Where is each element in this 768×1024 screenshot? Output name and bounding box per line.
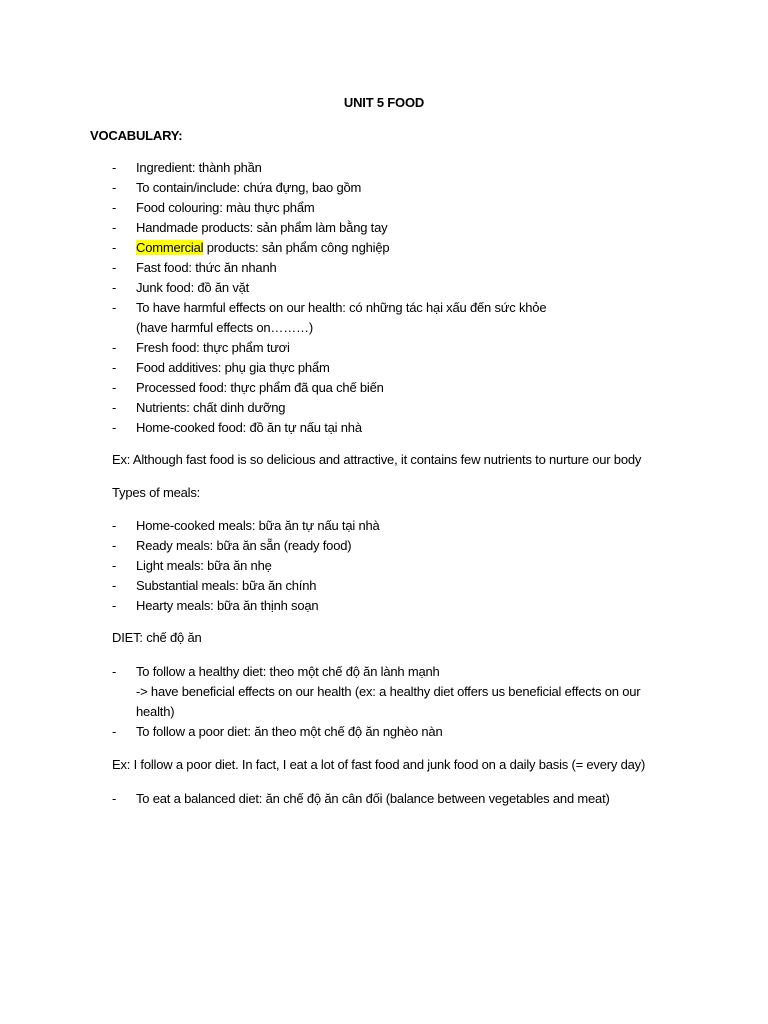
list-item: - Fresh food: thực phẩm tươi bbox=[112, 338, 546, 358]
list-item bbox=[112, 238, 546, 258]
list-item: - Processed food: thực phẩm đã qua chế biến bbox=[112, 378, 546, 398]
example-sentence: Ex: I follow a poor diet. In fact, I eat a lot of fast food and junk food on a daily basis (= every day) bbox=[112, 757, 646, 772]
list-item: - Light meals: bữa ăn nhẹ bbox=[112, 556, 380, 576]
list-item: - To contain/include: chứa đựng, bao gồm bbox=[112, 178, 546, 198]
list-item: - Ready meals: bữa ăn sẵn (ready food) bbox=[112, 536, 380, 556]
list-item: - Nutrients: chất dinh dưỡng bbox=[112, 398, 546, 418]
list-item: - To eat a balanced diet: ăn chế độ ăn cân đối (balance between vegetables and meat) bbox=[112, 789, 610, 809]
list-item-text: - To follow a healthy diet: theo một chế độ ăn lành mạnh bbox=[136, 664, 440, 679]
list-item: - Fast food: thức ăn nhanh bbox=[112, 258, 546, 278]
list-item: - Handmade products: sản phẩm làm bằng tay bbox=[112, 218, 546, 238]
vocabulary-list bbox=[112, 158, 546, 438]
page-title: UNIT 5 FOOD bbox=[343, 95, 425, 110]
balanced-diet-list bbox=[112, 789, 610, 809]
list-item bbox=[112, 298, 546, 338]
list-item: - Food colouring: màu thực phẩm bbox=[112, 198, 546, 218]
highlighted-word: Commercial bbox=[136, 240, 204, 255]
example-sentence: Ex: Although fast food is so delicious and attractive, it contains few nutrients to nurture our body bbox=[112, 452, 642, 467]
vocabulary-heading: VOCABULARY: bbox=[90, 128, 183, 143]
types-of-meals-heading: Types of meals: bbox=[112, 485, 201, 500]
list-item-text: products: sản phẩm công nghiệp bbox=[203, 240, 390, 255]
list-item: - Ingredient: thành phần bbox=[112, 158, 546, 178]
list-item: - Food additives: phụ gia thực phẩm bbox=[112, 358, 546, 378]
list-item: - Substantial meals: bữa ăn chính bbox=[112, 576, 380, 596]
list-item: - Hearty meals: bữa ăn thịnh soạn bbox=[112, 596, 380, 616]
list-item-note: -> have beneficial effects on our health (ex: a healthy diet offers us beneficial effects on our health) bbox=[136, 684, 641, 719]
diet-list bbox=[112, 662, 666, 742]
meals-list bbox=[112, 516, 380, 616]
list-item-text: - To have harmful effects on our health: có những tác hại xấu đến sức khỏe bbox=[136, 300, 547, 315]
list-item: - Junk food: đồ ăn vặt bbox=[112, 278, 546, 298]
diet-heading: DIET: chế độ ăn bbox=[112, 630, 202, 645]
list-item-note: (have harmful effects on………) bbox=[136, 320, 313, 335]
list-item bbox=[112, 662, 666, 722]
list-item: - To follow a poor diet: ăn theo một chế độ ăn nghèo nàn bbox=[112, 722, 666, 742]
list-item: - Home-cooked food: đồ ăn tự nấu tại nhà bbox=[112, 418, 546, 438]
list-item: - Home-cooked meals: bữa ăn tự nấu tại nhà bbox=[112, 516, 380, 536]
